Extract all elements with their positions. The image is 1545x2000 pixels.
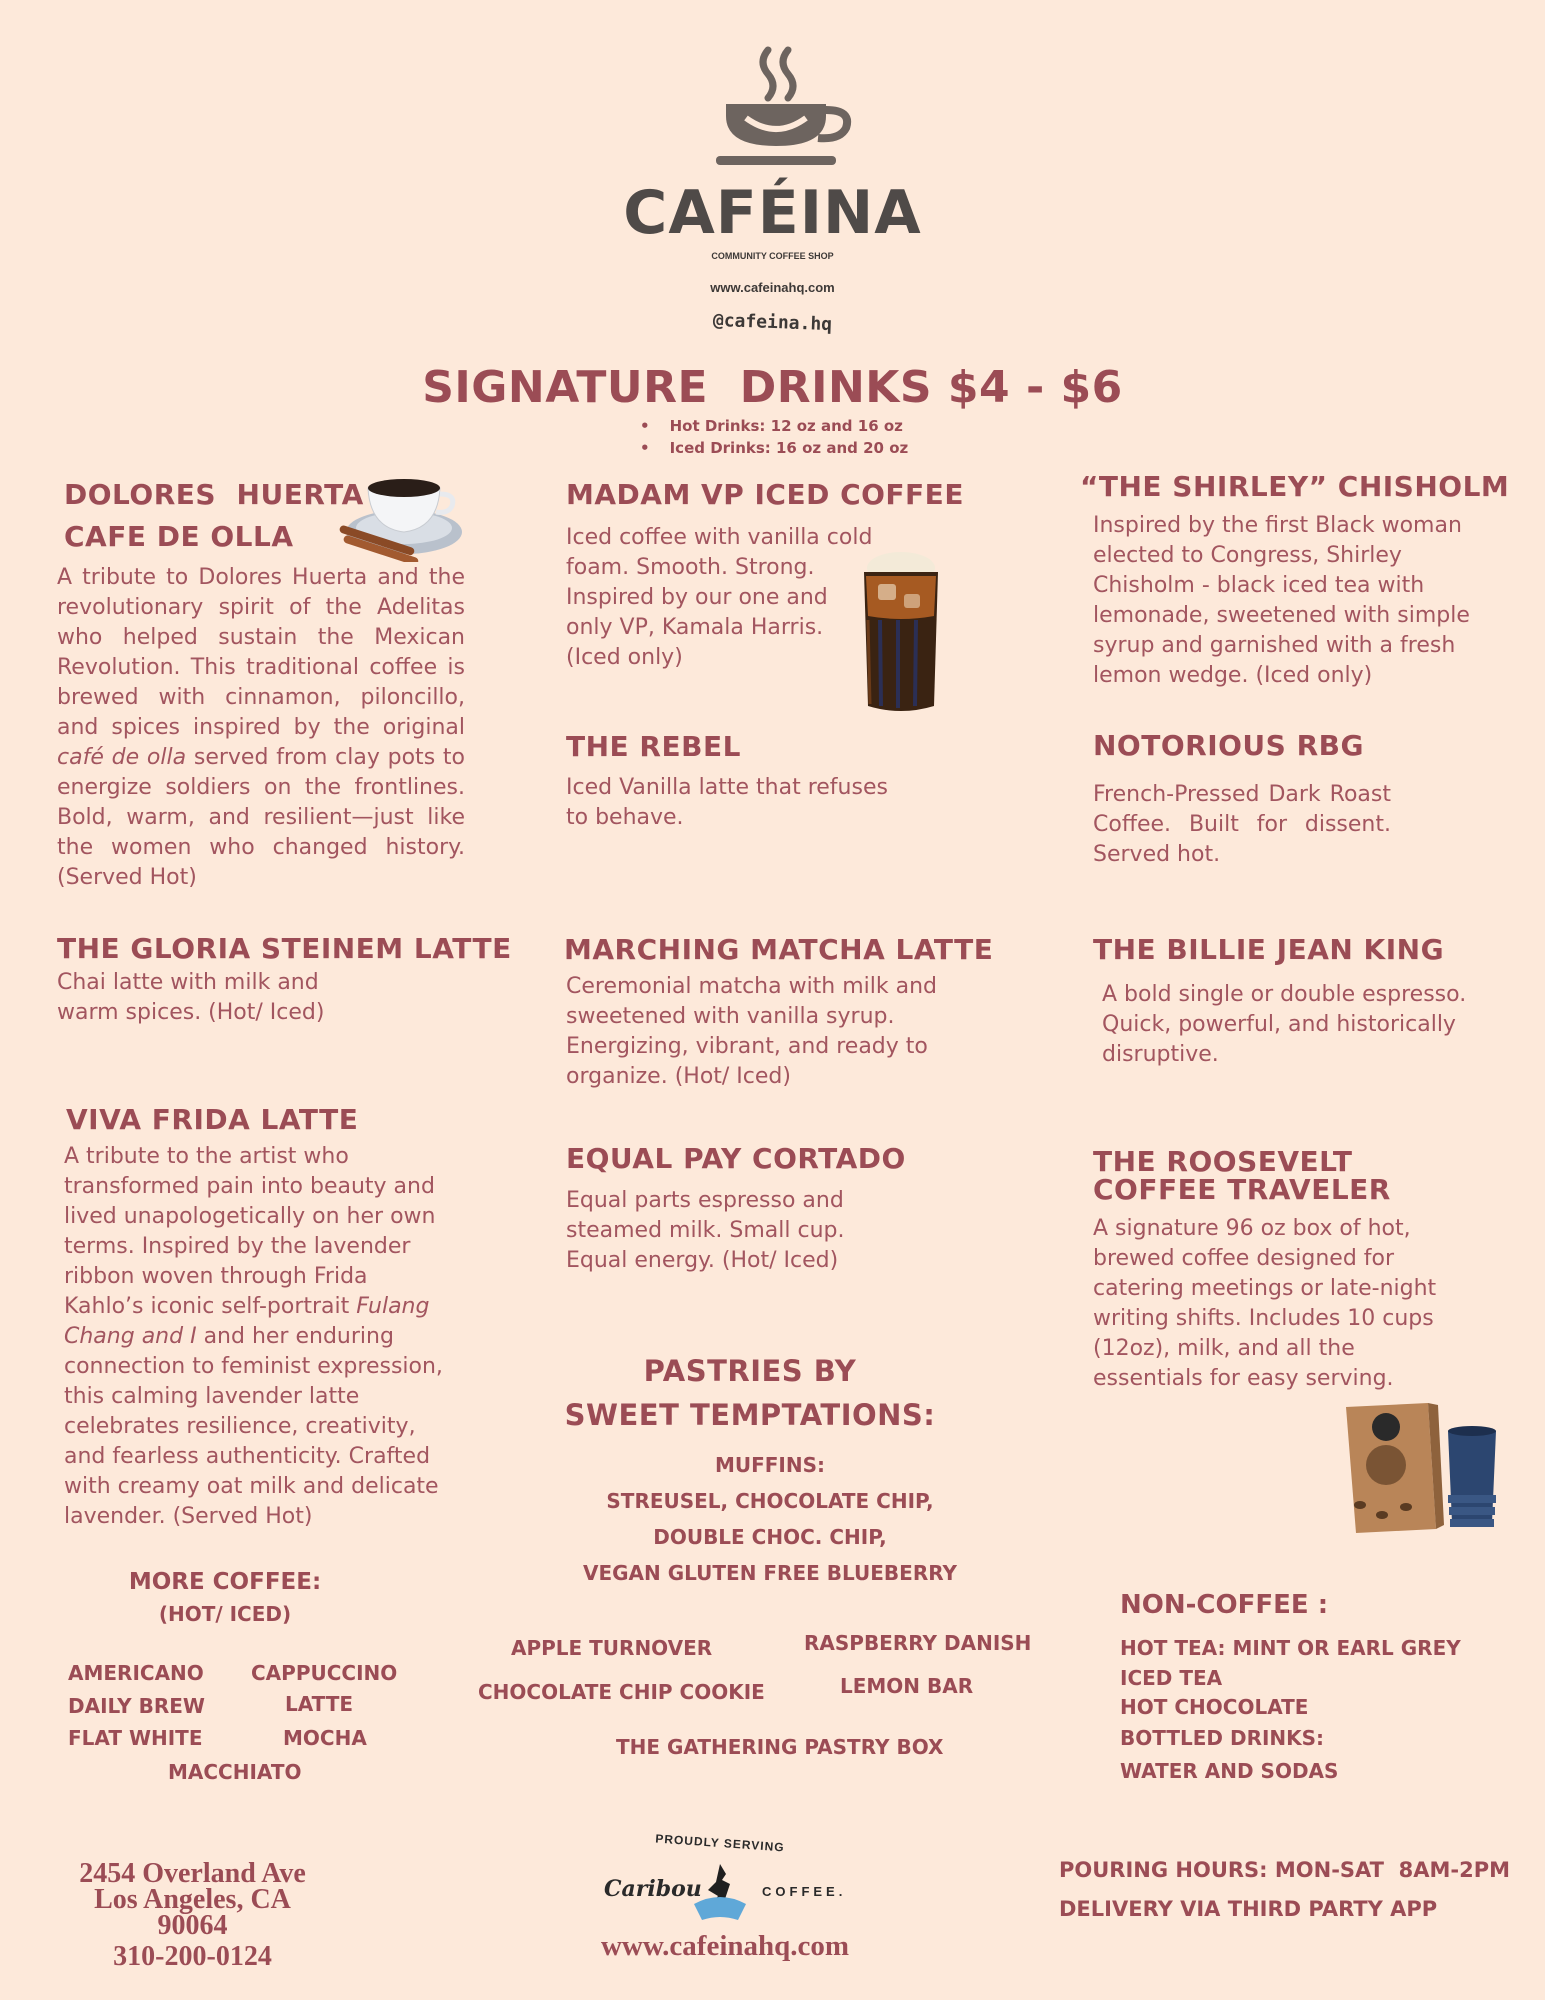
frida-desc-b: and her enduring connection to feminist expression, this calming lavender latte celebrates resilience, creativity, and fearless authenticity. Crafted with creamy oat milk and delicate lavender. (Served Hot) (64, 1324, 443, 1529)
size-hot: • Hot Drinks: 12 oz and 16 oz (640, 415, 908, 437)
coffee-cup-saucer-image (336, 466, 466, 562)
iced-coffee-glass-image (858, 550, 944, 715)
cortado-desc: Equal parts espresso and steamed milk. Small cup. Equal energy. (Hot/ Iced) (566, 1188, 845, 1273)
pouring-hours: POURING HOURS: MON-SAT 8AM-2PM (1059, 1858, 1510, 1882)
shirley-title: “THE SHIRLEY” CHISHOLM (1080, 470, 1510, 503)
rebel-title: THE REBEL (566, 730, 741, 763)
pastries-title-1: PASTRIES BY (643, 1354, 857, 1388)
phone-number[interactable]: 310-200-0124 (113, 1941, 272, 1972)
billie-desc: A bold single or double espresso. Quick, powerful, and historically disruptive. (1102, 982, 1467, 1067)
dolores-title-2: CAFE DE OLLA (64, 520, 294, 553)
more-coffee-flat-white: FLAT WHITE (68, 1726, 203, 1750)
cortado-title: EQUAL PAY CORTADO (566, 1142, 906, 1175)
brand-name: CAFÉINA (623, 178, 922, 248)
caribou-wordmark: Caribou (604, 1876, 702, 1902)
shirley-desc: Inspired by the first Black woman elected to Congress, Shirley Chisholm - black iced tea with lemonade, sweetened with simple syrup and garnished with a fresh lemon wedge. (Iced only) (1093, 513, 1470, 688)
non-coffee-hot-chocolate: HOT CHOCOLATE (1120, 1695, 1309, 1719)
rbg-title: NOTORIOUS RBG (1093, 729, 1364, 762)
frida-desc-italic: Fulang Chang and I (64, 1294, 430, 1349)
dolores-desc (57, 563, 465, 893)
muffins-label: MUFFINS: (714, 1453, 826, 1477)
roosevelt-desc: A signature 96 oz box of hot, brewed coffee designed for catering meetings or late-night writing shifts. Includes 10 cups (12oz), milk, and all the essentials for easy serving. (1093, 1216, 1437, 1391)
frida-desc (64, 1142, 449, 1532)
proudly-serving-label: PROUDLY SERVING (654, 1831, 786, 1855)
roosevelt-title-1: THE ROOSEVELT (1093, 1145, 1353, 1178)
size-list (640, 415, 908, 459)
frida-desc-a: A tribute to the artist who transformed pain into beauty and lived unapologetically on her own terms. Inspired by the lavender ribbon woven through Frida Kahlo’s iconic self-portrait (64, 1144, 436, 1319)
madam-vp-title: MADAM VP ICED COFFEE (566, 478, 964, 511)
pastry-apple-turnover: APPLE TURNOVER (511, 1636, 713, 1660)
pastry-cookie: CHOCOLATE CHIP COOKIE (478, 1680, 765, 1704)
address-line-1: 2454 Overland Ave (79, 1858, 306, 1889)
madam-vp-desc: Iced coffee with vanilla cold foam. Smooth. Strong. Inspired by our one and only VP, Kamala Harris. (Iced only) (566, 525, 873, 670)
more-coffee-title: MORE COFFEE: (128, 1569, 322, 1595)
non-coffee-hot-tea: HOT TEA: MINT OR EARL GREY (1120, 1636, 1461, 1660)
footer-website[interactable]: www.cafeinahq.com (600, 1930, 850, 1962)
logo-cup-icon (710, 44, 860, 174)
header-handle[interactable]: @cafeina.hq (712, 309, 833, 336)
muffins-line-2: DOUBLE CHOC. CHIP, (653, 1525, 887, 1549)
rbg-desc: French-Pressed Dark Roast Coffee. Built for dissent. Served hot. (1093, 782, 1391, 867)
more-coffee-americano: AMERICANO (68, 1661, 204, 1685)
gloria-desc: Chai latte with milk and warm spices. (Hot/ Iced) (57, 970, 325, 1025)
frida-title: VIVA FRIDA LATTE (66, 1103, 359, 1136)
header-website[interactable]: www.cafeinahq.com (710, 280, 835, 295)
size-iced: • Iced Drinks: 16 oz and 20 oz (640, 437, 908, 459)
address-line-2: Los Angeles, CA (94, 1884, 291, 1915)
non-coffee-iced-tea: ICED TEA (1120, 1666, 1223, 1690)
rebel-desc: Iced Vanilla latte that refuses to behave. (566, 775, 888, 830)
dolores-desc-b: served from clay pots to energize soldiers on the frontlines. Bold, warm, and resilient—just like the women who changed history. (Served Hot) (57, 745, 466, 890)
dolores-desc-italic: café de olla (57, 745, 187, 770)
dolores-title-1: DOLORES HUERTA (64, 478, 364, 511)
pastry-box: THE GATHERING PASTRY BOX (616, 1735, 944, 1759)
billie-title: THE BILLIE JEAN KING (1093, 933, 1445, 966)
roosevelt-title-2: COFFEE TRAVELER (1093, 1173, 1391, 1206)
pastries-title-2: SWEET TEMPTATIONS: (564, 1398, 936, 1432)
pastry-lemon-bar: LEMON BAR (840, 1674, 974, 1698)
muffins-line-3: VEGAN GLUTEN FREE BLUEBERRY (582, 1561, 958, 1585)
non-coffee-water: WATER AND SODAS (1120, 1759, 1339, 1783)
gloria-title: THE GLORIA STEINEM LATTE (57, 932, 512, 965)
more-coffee-latte: LATTE (285, 1692, 354, 1716)
dolores-desc-a: A tribute to Dolores Huerta and the revolutionary spirit of the Adelitas who helped sustain the Mexican Revolution. This traditional coffee is brewed with cinnamon, piloncillo, and spices inspired by the original (57, 565, 465, 740)
coffee-traveler-box-image (1336, 1395, 1506, 1535)
pastry-raspberry-danish: RASPBERRY DANISH (804, 1631, 1032, 1655)
caribou-logo-icon (690, 1860, 750, 1922)
more-coffee-daily-brew: DAILY BREW (68, 1694, 205, 1718)
address-zip: 90064 (157, 1910, 228, 1941)
muffins-line-1: STREUSEL, CHOCOLATE CHIP, (606, 1489, 934, 1513)
matcha-title: MARCHING MATCHA LATTE (564, 933, 994, 966)
non-coffee-bottled: BOTTLED DRINKS: (1120, 1726, 1325, 1750)
matcha-desc: Ceremonial matcha with milk and sweetened with vanilla syrup. Energizing, vibrant, and ready to organize. (Hot/ Iced) (566, 974, 938, 1089)
more-coffee-macchiato: MACCHIATO (168, 1760, 302, 1784)
non-coffee-title: NON-COFFEE : (1120, 1590, 1329, 1620)
more-coffee-subtitle: (HOT/ ICED) (158, 1602, 292, 1626)
brand-tagline: COMMUNITY COFFEE SHOP (711, 251, 834, 261)
more-coffee-cappuccino: CAPPUCCINO (251, 1661, 398, 1685)
page-title: SIGNATURE DRINKS $4 - $6 (422, 362, 1123, 413)
caribou-coffee-text: COFFEE. (762, 1884, 847, 1899)
delivery-info: DELIVERY VIA THIRD PARTY APP (1059, 1897, 1438, 1921)
more-coffee-mocha: MOCHA (283, 1726, 367, 1750)
